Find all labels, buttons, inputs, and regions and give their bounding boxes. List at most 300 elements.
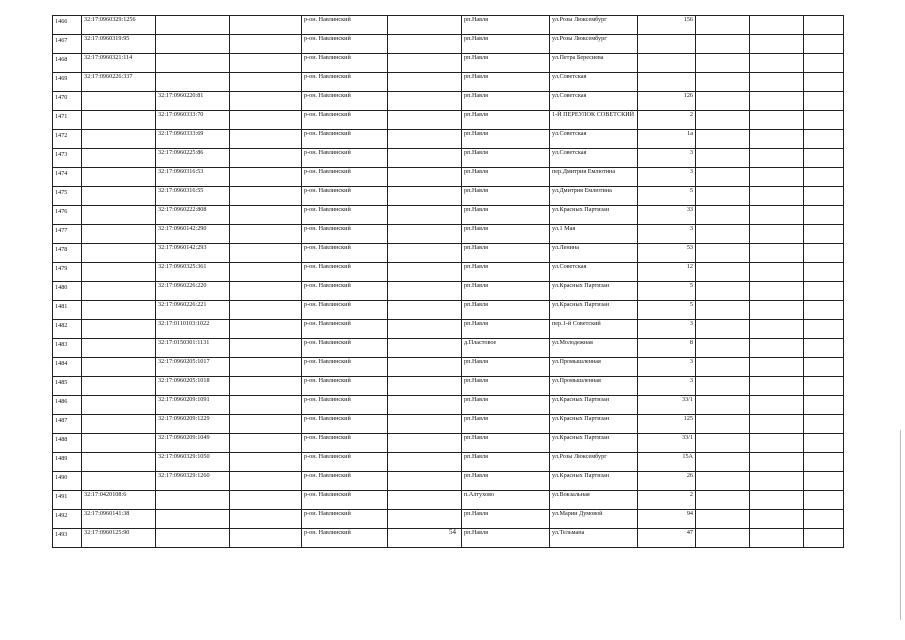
cell-locality: рп.Навля (462, 225, 550, 244)
cell-empty (750, 35, 804, 54)
cell-cadastral-number-parent: 32:17:0960225:86 (156, 149, 230, 168)
cell-house-number: 3 (638, 149, 696, 168)
table-row (53, 244, 844, 263)
cell-cadastral-number: 32:17:0960319:95 (82, 35, 156, 54)
cell-district: р-он. Навлинский (302, 244, 388, 263)
cell-locality: рп.Навля (462, 111, 550, 130)
cell-number: 1483 (53, 339, 82, 358)
table-row (53, 339, 844, 358)
cell-empty (696, 111, 750, 130)
cell-locality: рп.Навля (462, 434, 550, 453)
cell-empty (804, 282, 844, 301)
cell-empty (804, 472, 844, 491)
cell-empty (388, 263, 462, 282)
table-row (53, 225, 844, 244)
cell-number: 1473 (53, 149, 82, 168)
cell-empty (696, 453, 750, 472)
cell-number: 1487 (53, 415, 82, 434)
cell-empty (804, 396, 844, 415)
cell-empty (230, 111, 302, 130)
cell-cadastral-number-parent: 32:17:0960333:69 (156, 130, 230, 149)
table-row (53, 168, 844, 187)
cell-district: р-он. Навлинский (302, 453, 388, 472)
cell-empty (750, 453, 804, 472)
register-table (52, 15, 844, 548)
cell-district: р-он. Навлинский (302, 111, 388, 130)
cell-locality: рп.Навля (462, 187, 550, 206)
cell-district: р-он. Навлинский (302, 130, 388, 149)
cell-district: р-он. Навлинский (302, 54, 388, 73)
cell-cadastral-number-parent: 32:17:0960209:1049 (156, 434, 230, 453)
cell-empty (230, 472, 302, 491)
table-row (53, 358, 844, 377)
cell-district: р-он. Навлинский (302, 396, 388, 415)
cell-empty (388, 415, 462, 434)
cell-locality: рп.Навля (462, 320, 550, 339)
cell-house-number: 47 (638, 529, 696, 548)
cell-empty (804, 225, 844, 244)
cell-empty (750, 339, 804, 358)
cell-house-number: 94 (638, 510, 696, 529)
cell-street: ул.Молодежная (550, 339, 638, 358)
cell-house-number: 125 (638, 415, 696, 434)
cell-empty (804, 339, 844, 358)
cell-empty (696, 510, 750, 529)
cell-house-number: 3 (638, 358, 696, 377)
cell-cadastral-number (82, 111, 156, 130)
cell-locality: рп.Навля (462, 54, 550, 73)
cell-cadastral-number-parent (156, 510, 230, 529)
cell-empty (696, 168, 750, 187)
cell-empty (388, 130, 462, 149)
cell-district: р-он. Навлинский (302, 92, 388, 111)
cell-house-number (638, 73, 696, 92)
cell-cadastral-number-parent: 32:17:0960220:81 (156, 92, 230, 111)
cell-house-number: 33 (638, 206, 696, 225)
cell-locality: рп.Навля (462, 472, 550, 491)
cell-empty (696, 54, 750, 73)
cell-district: р-он. Навлинский (302, 282, 388, 301)
cell-empty (696, 415, 750, 434)
cell-street: ул.Тельмана (550, 529, 638, 548)
cell-cadastral-number (82, 358, 156, 377)
cell-street: ул.1 Мая (550, 225, 638, 244)
cell-empty (750, 111, 804, 130)
cell-district: р-он. Навлинский (302, 529, 388, 548)
table-row (53, 282, 844, 301)
cell-empty (696, 16, 750, 35)
cell-empty (230, 358, 302, 377)
cell-street: ул.Дмитрия Емлютина (550, 187, 638, 206)
cell-empty (804, 491, 844, 510)
cell-empty (804, 130, 844, 149)
cell-street: пер.Дмитрия Емлютина (550, 168, 638, 187)
cell-empty (804, 301, 844, 320)
cell-cadastral-number: 32:17:0960125:90 (82, 529, 156, 548)
cell-cadastral-number: 32:17:0960226:337 (82, 73, 156, 92)
cell-empty (230, 225, 302, 244)
cell-empty (750, 130, 804, 149)
cell-house-number: 156 (638, 16, 696, 35)
cell-empty (750, 244, 804, 263)
cell-locality: рп.Навля (462, 92, 550, 111)
cell-house-number: 15А (638, 453, 696, 472)
cell-empty (388, 149, 462, 168)
cell-empty (388, 377, 462, 396)
cell-empty (388, 396, 462, 415)
cell-empty (388, 92, 462, 111)
cell-district: р-он. Навлинский (302, 320, 388, 339)
cell-empty (230, 73, 302, 92)
cell-street: ул.Советская (550, 92, 638, 111)
cell-number: 1485 (53, 377, 82, 396)
cell-empty (750, 434, 804, 453)
cell-empty (804, 244, 844, 263)
cell-locality: рп.Навля (462, 263, 550, 282)
cell-empty (230, 434, 302, 453)
cell-number: 1481 (53, 301, 82, 320)
cell-empty (230, 491, 302, 510)
cell-empty (750, 225, 804, 244)
cell-empty (230, 187, 302, 206)
cell-cadastral-number (82, 225, 156, 244)
cell-cadastral-number (82, 282, 156, 301)
cell-empty (696, 130, 750, 149)
cell-empty (750, 320, 804, 339)
cell-number: 1466 (53, 16, 82, 35)
cell-cadastral-number-parent: 32:17:0960209:1229 (156, 415, 230, 434)
cell-cadastral-number-parent (156, 54, 230, 73)
cell-empty (804, 73, 844, 92)
cell-empty (804, 358, 844, 377)
cell-district: р-он. Навлинский (302, 377, 388, 396)
table-row (53, 377, 844, 396)
cell-district: р-он. Навлинский (302, 301, 388, 320)
cell-empty (388, 168, 462, 187)
cell-empty (804, 149, 844, 168)
cell-empty (696, 491, 750, 510)
cell-empty (804, 187, 844, 206)
cell-locality: рп.Навля (462, 73, 550, 92)
cell-cadastral-number-parent: 32:17:0110103:1022 (156, 320, 230, 339)
cell-empty (696, 282, 750, 301)
cell-house-number: 53 (638, 244, 696, 263)
cell-empty (388, 472, 462, 491)
table-row (53, 16, 844, 35)
cell-empty (388, 434, 462, 453)
cell-street: ул.Промышленная (550, 358, 638, 377)
cell-number: 1479 (53, 263, 82, 282)
cell-cadastral-number-parent: 32:17:0960205:1017 (156, 358, 230, 377)
cell-empty (230, 320, 302, 339)
table-row (53, 149, 844, 168)
cell-district: р-он. Навлинский (302, 491, 388, 510)
cell-empty (750, 472, 804, 491)
cell-empty (696, 320, 750, 339)
cell-empty (230, 282, 302, 301)
cell-empty (230, 206, 302, 225)
cell-empty (750, 282, 804, 301)
cell-number: 1490 (53, 472, 82, 491)
cell-house-number: 26 (638, 472, 696, 491)
cell-cadastral-number (82, 320, 156, 339)
cell-empty (750, 187, 804, 206)
cell-cadastral-number-parent: 32:17:0960333:70 (156, 111, 230, 130)
cell-empty (696, 187, 750, 206)
cell-district: р-он. Навлинский (302, 206, 388, 225)
cell-district: р-он. Навлинский (302, 35, 388, 54)
cell-empty (388, 111, 462, 130)
cell-empty (750, 510, 804, 529)
cell-empty (750, 377, 804, 396)
table-row (53, 130, 844, 149)
cell-district: р-он. Навлинский (302, 16, 388, 35)
cell-cadastral-number (82, 149, 156, 168)
cell-house-number: 5 (638, 282, 696, 301)
cell-street: ул.Советская (550, 73, 638, 92)
cell-empty (750, 92, 804, 111)
cell-cadastral-number (82, 301, 156, 320)
cell-empty (388, 282, 462, 301)
cell-empty (750, 358, 804, 377)
cell-house-number: 33/1 (638, 396, 696, 415)
cell-number: 1470 (53, 92, 82, 111)
cell-number: 1467 (53, 35, 82, 54)
table-row (53, 263, 844, 282)
cell-empty (696, 339, 750, 358)
cell-empty (696, 358, 750, 377)
cell-cadastral-number (82, 130, 156, 149)
cell-empty (388, 453, 462, 472)
cell-street: ул.Красных Партизан (550, 282, 638, 301)
table-row (53, 301, 844, 320)
cell-empty (388, 358, 462, 377)
table-body (53, 16, 844, 548)
cell-number: 1493 (53, 529, 82, 548)
cell-street: ул.Советская (550, 149, 638, 168)
cell-empty (388, 225, 462, 244)
cell-empty (230, 244, 302, 263)
cell-street: ул.Красных Партизан (550, 415, 638, 434)
scan-edge-line (900, 430, 901, 620)
cell-house-number: 2 (638, 491, 696, 510)
cell-empty (230, 130, 302, 149)
cell-house-number (638, 54, 696, 73)
cell-number: 1475 (53, 187, 82, 206)
cell-street: ул.Розы Люксембург (550, 16, 638, 35)
cell-street: ул.Розы Люксембург (550, 35, 638, 54)
table-row (53, 187, 844, 206)
cell-district: р-он. Навлинский (302, 73, 388, 92)
cell-cadastral-number-parent: 32:17:0960205:1018 (156, 377, 230, 396)
cell-number: 1469 (53, 73, 82, 92)
cell-empty (696, 434, 750, 453)
cell-empty (696, 263, 750, 282)
cell-street: пер.1-й Советский (550, 320, 638, 339)
cell-district: р-он. Навлинский (302, 225, 388, 244)
cell-locality: рп.Навля (462, 206, 550, 225)
cell-empty (804, 320, 844, 339)
cell-empty (804, 263, 844, 282)
cell-cadastral-number-parent: 32:17:0960316:53 (156, 168, 230, 187)
cell-cadastral-number-parent: 32:17:0960226:221 (156, 301, 230, 320)
cell-empty (388, 206, 462, 225)
cell-number: 1486 (53, 396, 82, 415)
cell-cadastral-number (82, 434, 156, 453)
cell-empty (388, 301, 462, 320)
cell-cadastral-number-parent: 32:17:0960142:293 (156, 244, 230, 263)
cell-empty (230, 339, 302, 358)
cell-house-number: 33/1 (638, 434, 696, 453)
cell-cadastral-number (82, 415, 156, 434)
cell-district: р-он. Навлинский (302, 263, 388, 282)
cell-locality: рп.Навля (462, 529, 550, 548)
cell-empty (804, 206, 844, 225)
cell-cadastral-number (82, 453, 156, 472)
cell-empty (750, 415, 804, 434)
table-row (53, 491, 844, 510)
cell-empty (388, 320, 462, 339)
cell-empty (804, 434, 844, 453)
cell-empty (388, 510, 462, 529)
cell-empty (696, 73, 750, 92)
cell-cadastral-number-parent: 32:17:0960222:808 (156, 206, 230, 225)
cell-street: 1-Й ПЕРЕУЛОК СОВЕТСКИЙ (550, 111, 638, 130)
cell-locality: рп.Навля (462, 35, 550, 54)
cell-district: р-он. Навлинский (302, 472, 388, 491)
cell-house-number: 12 (638, 263, 696, 282)
cell-street: ул.Вокзальная (550, 491, 638, 510)
cell-empty (696, 301, 750, 320)
cell-cadastral-number: 32:17:0420108:6 (82, 491, 156, 510)
cell-street: ул.Петра Бересиева (550, 54, 638, 73)
cell-empty (750, 263, 804, 282)
cell-cadastral-number (82, 396, 156, 415)
table-row (53, 415, 844, 434)
cell-street: ул.Ленина (550, 244, 638, 263)
cell-empty (696, 206, 750, 225)
cell-number: 1484 (53, 358, 82, 377)
cell-locality: рп.Навля (462, 282, 550, 301)
cell-empty (230, 92, 302, 111)
cell-empty (804, 168, 844, 187)
cell-empty (696, 244, 750, 263)
table-row (53, 434, 844, 453)
cell-cadastral-number-parent: 32:17:0960329:1260 (156, 472, 230, 491)
cell-number: 1478 (53, 244, 82, 263)
cell-locality: рп.Навля (462, 301, 550, 320)
cell-number: 1474 (53, 168, 82, 187)
cell-street: ул.Промышленная (550, 377, 638, 396)
cell-number: 1488 (53, 434, 82, 453)
cell-cadastral-number (82, 92, 156, 111)
cell-empty (230, 301, 302, 320)
cell-empty (230, 16, 302, 35)
cell-street: ул.Советская (550, 130, 638, 149)
cell-empty (750, 54, 804, 73)
cell-empty (750, 206, 804, 225)
table-row (53, 510, 844, 529)
cell-locality: рп.Навля (462, 130, 550, 149)
cell-street: ул.Красных Партизан (550, 472, 638, 491)
cell-number: 1491 (53, 491, 82, 510)
cell-house-number: 3 (638, 168, 696, 187)
cell-empty (696, 472, 750, 491)
cell-house-number: 126 (638, 92, 696, 111)
cell-empty (696, 377, 750, 396)
cell-cadastral-number-parent: 32:17:0960142:290 (156, 225, 230, 244)
cell-empty (696, 396, 750, 415)
cell-locality: рп.Навля (462, 377, 550, 396)
cell-street: ул.Красных Партизан (550, 396, 638, 415)
cell-locality: п.Алтухово (462, 491, 550, 510)
cell-number: 1489 (53, 453, 82, 472)
cell-cadastral-number-parent: 32:17:0960325:361 (156, 263, 230, 282)
table-row (53, 453, 844, 472)
cell-house-number: 5 (638, 301, 696, 320)
cell-empty (388, 16, 462, 35)
cell-cadastral-number-parent: 32:17:0960226:220 (156, 282, 230, 301)
cell-cadastral-number (82, 187, 156, 206)
cell-cadastral-number-parent (156, 35, 230, 54)
cell-district: р-он. Навлинский (302, 149, 388, 168)
cell-empty (230, 263, 302, 282)
cell-cadastral-number (82, 339, 156, 358)
cell-cadastral-number (82, 377, 156, 396)
cell-district: р-он. Навлинский (302, 339, 388, 358)
cell-locality: рп.Навля (462, 510, 550, 529)
cell-district: р-он. Навлинский (302, 168, 388, 187)
cell-district: р-он. Навлинский (302, 358, 388, 377)
cell-number: 1482 (53, 320, 82, 339)
cell-empty (230, 168, 302, 187)
cell-empty (804, 510, 844, 529)
cell-empty (804, 54, 844, 73)
cell-empty (750, 168, 804, 187)
cell-empty (230, 54, 302, 73)
cell-number: 1472 (53, 130, 82, 149)
cell-empty (388, 339, 462, 358)
cell-cadastral-number-parent (156, 16, 230, 35)
cell-empty (750, 396, 804, 415)
cell-empty (230, 396, 302, 415)
cell-empty (388, 244, 462, 263)
cell-locality: д.Пластовое (462, 339, 550, 358)
cell-empty (388, 35, 462, 54)
cell-empty (804, 35, 844, 54)
cell-street: ул.Красных Партизан (550, 301, 638, 320)
cell-empty (804, 377, 844, 396)
cell-house-number: 3 (638, 320, 696, 339)
cell-empty (804, 16, 844, 35)
cell-number: 1477 (53, 225, 82, 244)
cell-locality: рп.Навля (462, 415, 550, 434)
cell-district: р-он. Навлинский (302, 434, 388, 453)
cell-empty (230, 510, 302, 529)
cell-empty (230, 415, 302, 434)
cell-empty (230, 453, 302, 472)
table-row (53, 73, 844, 92)
table-row (53, 206, 844, 225)
cell-cadastral-number (82, 168, 156, 187)
cell-empty (696, 149, 750, 168)
table-row (53, 54, 844, 73)
cell-empty (804, 111, 844, 130)
cell-empty (750, 16, 804, 35)
cell-number: 1480 (53, 282, 82, 301)
cell-district: р-он. Навлинский (302, 415, 388, 434)
cell-empty (388, 187, 462, 206)
